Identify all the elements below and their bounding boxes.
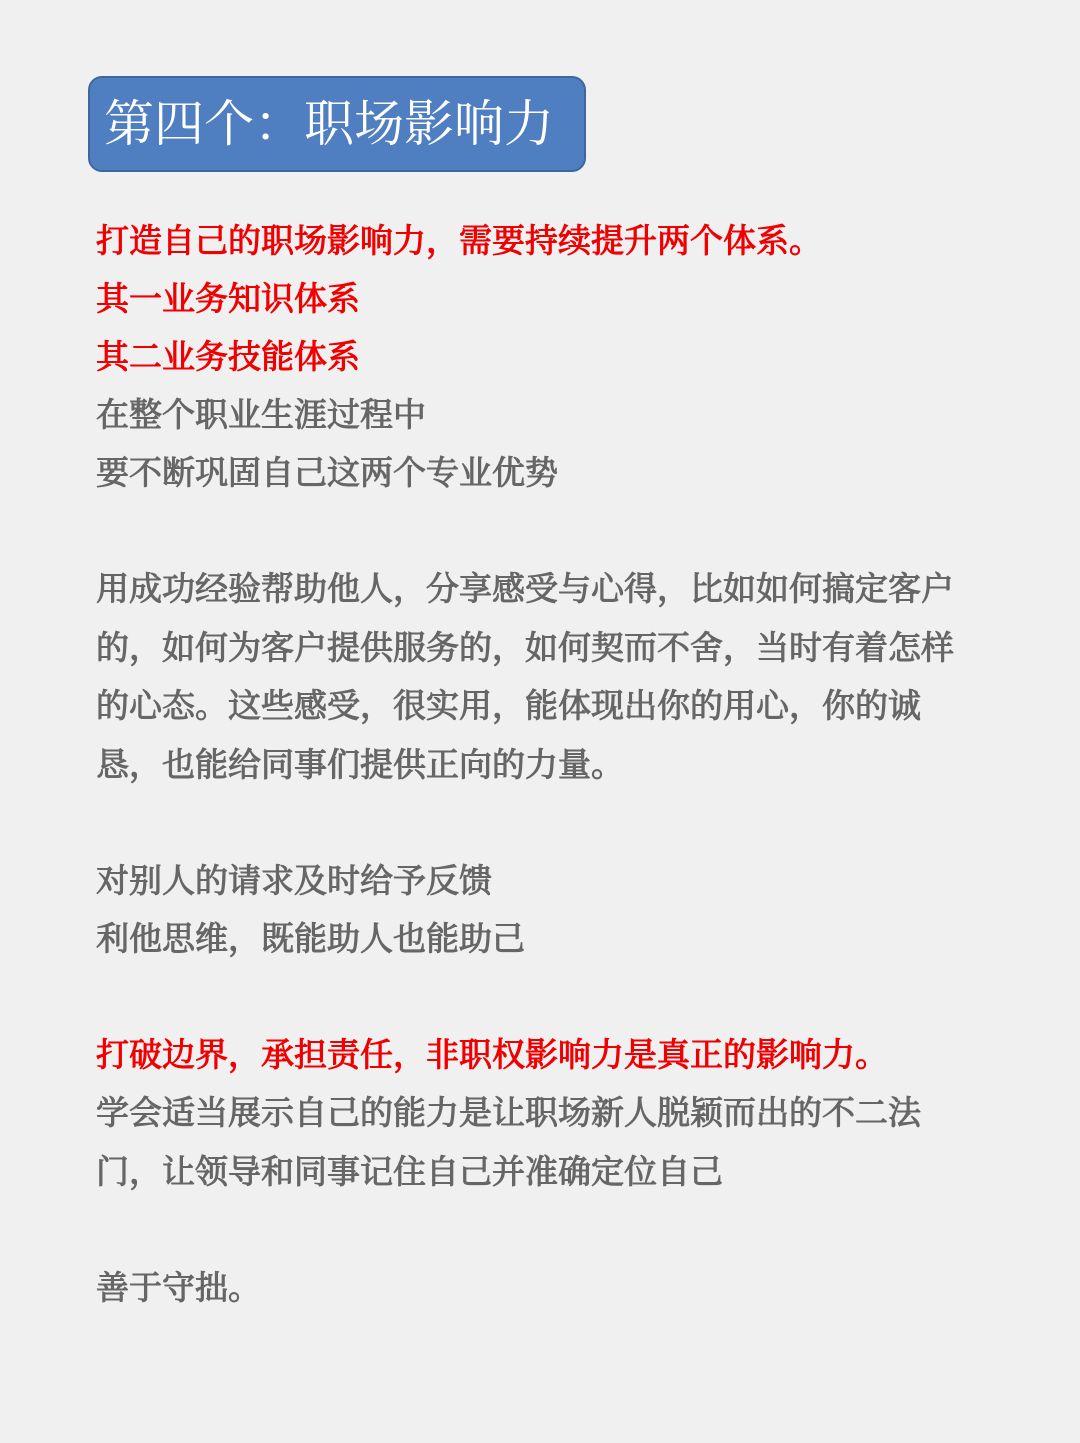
- experience-paragraph: 用成功经验帮助他人，分享感受与心得，比如如何搞定客户的，如何为客户提供服务的，如何契而不舍，当时有着怎样的心态。这些感受，很实用，能体现出你的用心，你的诚恳，也能给同事们提供正向的力量。: [96, 569, 954, 784]
- closing-line: 善于守拙。: [96, 1268, 261, 1307]
- spacer: [96, 502, 976, 560]
- body-line-1: 在整个职业生涯过程中: [96, 395, 426, 434]
- article-body: [96, 212, 976, 1317]
- feedback-line: 对别人的请求及时给予反馈: [96, 861, 492, 900]
- highlight-boundary-line: 打破边界，承担责任，非职权影响力是真正的影响力。: [96, 1035, 888, 1074]
- body-line-2: 要不断巩固自己这两个专业优势: [96, 453, 558, 492]
- section-title-banner: [88, 76, 586, 172]
- highlight-line-1: 打造自己的职场影响力，需要持续提升两个体系。: [96, 221, 822, 260]
- section-title: 第四个：职场影响力: [104, 95, 554, 153]
- highlight-line-2: 其一业务知识体系: [96, 279, 360, 318]
- highlight-line-3: 其二业务技能体系: [96, 337, 360, 376]
- spacer: [96, 968, 976, 1026]
- altruism-line: 利他思维，既能助人也能助己: [96, 919, 525, 958]
- spacer: [96, 794, 976, 852]
- ability-paragraph: 学会适当展示自己的能力是让职场新人脱颖而出的不二法门，让领导和同事记住自己并准确定位自己: [96, 1093, 921, 1191]
- spacer: [96, 1201, 976, 1259]
